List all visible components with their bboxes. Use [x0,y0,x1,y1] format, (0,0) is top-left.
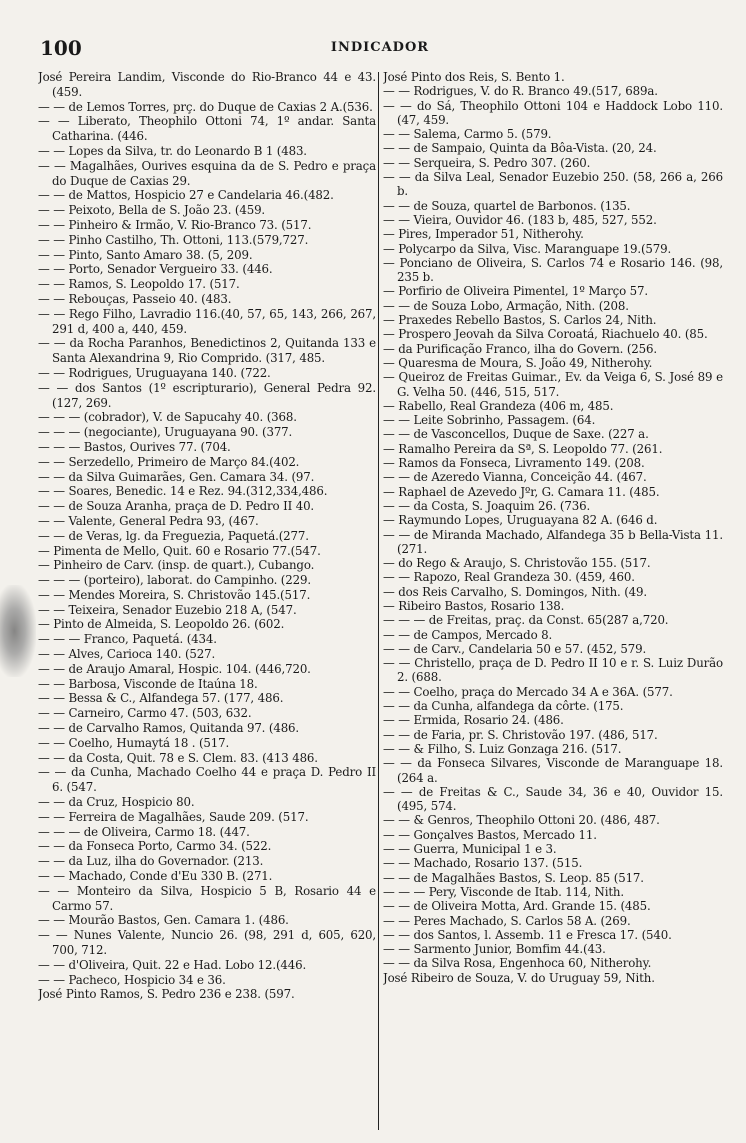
directory-entry: — — de Souza Lobo, Armação, Nith. (208. [383,298,629,313]
directory-entry: — — Ramos, S. Leopoldo 17. (517. [38,277,240,292]
directory-entry: — — Liberato, Theophilo Ottoni 74, 1º andar. Santa Catharina. (446. [38,114,376,144]
directory-entry: — — da Silva Leal, Senador Euzebio 250. (58, 266 a, 266 b. [383,170,723,199]
directory-entry: — — Salema, Carmo 5. (579. [383,127,552,142]
directory-entry: — — Serqueira, S. Pedro 307. (260. [383,155,591,170]
directory-entry: — — de Mattos, Hospicio 27 e Candelaria 46.(482. [38,188,334,203]
directory-entry: — — Valente, General Pedra 93, (467. [38,513,259,528]
directory-entry: — — de Carvalho Ramos, Quitanda 97. (486. [38,721,300,736]
directory-entry: — — da Cruz, Hospicio 80. [38,795,195,810]
directory-entry: — — da Fonseca Porto, Carmo 34. (522. [38,839,272,854]
directory-entry: — — Ferreira de Magalhães, Saude 209. (517. [38,809,309,824]
directory-entry: — — de Carv., Candelaria 50 e 57. (452, 579. [383,641,647,656]
directory-entry: — — Vieira, Ouvidor 46. (183 b, 485, 527, 552. [383,212,657,227]
page-header [40,36,720,60]
directory-entry: — — de Araujo Amaral, Hospic. 104. (446,720. [38,661,311,676]
directory-entry: — — Machado, Rosario 137. (515. [383,856,583,871]
directory-entry: — — Bessa & C., Alfandega 57. (177, 486. [38,691,284,706]
directory-entry: — — Peres Machado, S. Carlos 58 A. (269. [383,913,631,928]
directory-entry: — — de Sampaio, Quinta da Bôa-Vista. (20, 24. [383,141,657,156]
directory-entry: — — Gonçalves Bastos, Mercado 11. [383,827,597,842]
directory-entry: — — Leite Sobrinho, Passagem. (64. [383,413,596,428]
directory-entry: — — Porto, Senador Vergueiro 33. (446. [38,262,273,277]
directory-entry: — — Mendes Moreira, S. Christovão 145.(517. [38,587,311,602]
directory-entry: — — Guerra, Municipal 1 e 3. [383,842,557,857]
directory-entry: — — de Campos, Mercado 8. [383,627,553,642]
directory-entry: — — — (cobrador), V. de Sapucahy 40. (368. [38,410,297,425]
directory-entry: — — dos Santos, l. Assemb. 11 e Fresca 17. (540. [383,927,672,942]
directory-entry: — — & Genros, Theophilo Ottoni 20. (486, 487. [383,813,660,828]
directory-entry: — Raymundo Lopes, Uruguayana 82 A. (646 d. [383,513,658,528]
directory-entry: — — da Costa, Quit. 78 e S. Clem. 83. (413 486. [38,750,318,765]
directory-entry: — — Rodrigues, V. do R. Branco 49.(517, 689a. [383,84,658,99]
directory-entry: — — — Franco, Paquetá. (434. [38,632,217,647]
directory-entry: — — Christello, praça de D. Pedro II 10 e r. S. Luiz Durão 2. (688. [383,656,723,685]
directory-entry: — dos Reis Carvalho, S. Domingos, Nith. (49. [383,584,647,599]
directory-entry: — — da Fonseca Silvares, Visconde de Maranguape 18. (264 a. [383,756,723,785]
directory-entry: — — Sarmento Junior, Bomfim 44.(43. [383,942,606,957]
directory-entry: — do Rego & Araujo, S. Christovão 155. (517. [383,556,651,571]
directory-entry: — — Rapozo, Real Grandeza 30. (459, 460. [383,570,635,585]
directory-entry: — Praxedes Rebello Bastos, S. Carlos 24, Nith. [383,313,657,328]
directory-entry: — — Machado, Conde d'Eu 330 B. (271. [38,869,273,884]
directory-entry: — — de Magalhães Bastos, S. Leop. 85 (517. [383,870,644,885]
directory-entry: — — da Cunha, alfandega da côrte. (175. [383,699,624,714]
directory-entry: — — — de Oliveira, Carmo 18. (447. [38,824,250,839]
directory-entry: — Porfirio de Oliveira Pimentel, 1º Março 57. [383,284,648,299]
directory-entry: — — Pinho Castilho, Th. Ottoni, 113.(579,727. [38,232,309,247]
directory-entry: — — Rego Filho, Lavradio 116.(40, 57, 65, 143, 266, 267, 291 d, 400 a, 440, 459. [38,306,376,336]
directory-entry: — — da Silva Rosa, Engenhoca 60, Nitherohy. [383,956,652,971]
directory-entry: — — — de Freitas, praç. da Const. 65(287 a,720. [383,613,669,628]
directory-entry: — — de Freitas & C., Saude 34, 36 e 40, Ouvidor 15. (495, 574. [383,784,723,814]
column-divider [378,72,379,1130]
directory-entry: — — Serzedello, Primeiro de Março 84.(402. [38,454,300,469]
directory-entry: — — Nunes Valente, Nuncio 26. (98, 291 d, 605, 620, 700, 712. [38,928,376,958]
directory-entry: — Prospero Jeovah da Silva Coroatá, Riachuelo 40. (85. [383,327,708,342]
directory-entry: — — d'Oliveira, Quit. 22 e Had. Lobo 12.(446. [38,957,307,972]
directory-entry: — — de Souza Aranha, praça de D. Pedro II 40. [38,499,315,514]
directory-entry: — — Monteiro da Silva, Hospicio 5 B, Rosario 44 e Carmo 57. [38,883,376,913]
running-title: INDICADOR [330,40,430,55]
directory-entry: José Pereira Landim, Visconde do Rio-Branco 44 e 43. (459. [38,70,376,99]
directory-entry: — — de Miranda Machado, Alfandega 35 b Bella-Vista 11. (271. [383,527,723,556]
directory-entry: — — de Lemos Torres, prç. do Duque de Caxias 2 A.(536. [38,99,373,114]
directory-entry: — — Ermida, Rosario 24. (486. [383,713,564,728]
directory-entry: — — & Filho, S. Luiz Gonzaga 216. (517. [383,741,622,756]
directory-entry: — Polycarpo da Silva, Visc. Maranguape 19.(579. [383,241,672,256]
directory-entry: — — de Veras, lg. da Freguezia, Paquetá.(277. [38,528,309,543]
directory-entry: — — Coelho, praça do Mercado 34 A e 36A. (577. [383,684,673,699]
directory-entry: — — Magalhães, Ourives esquina da de S. Pedro e praça do Duque de Caxias 29. [38,158,376,188]
directory-entry: — — Pacheco, Hospicio 34 e 36. [38,972,226,987]
directory-entry: José Pinto Ramos, S. Pedro 236 e 238. (597. [38,987,295,1002]
right-column [383,70,723,1130]
directory-entry: — — do Sá, Theophilo Ottoni 104 e Haddock Lobo 110. (47, 459. [383,98,723,127]
directory-entry: — — Pinto, Santo Amaro 38. (5, 209. [38,247,253,262]
directory-entry: — — Rebouças, Passeio 40. (483. [38,291,232,306]
directory-entry: — — Carneiro, Carmo 47. (503, 632. [38,706,252,721]
directory-entry: — Pires, Imperador 51, Nitherohy. [383,227,584,242]
directory-entry: — — Rodrigues, Uruguayana 140. (722. [38,365,271,380]
directory-entry: — — — Bastos, Ourives 77. (704. [38,439,231,454]
directory-entry: — Queiroz de Freitas Guimar., Ev. da Veiga 6, S. José 89 e G. Velha 50. (446, 515, 517. [383,370,723,399]
directory-entry: — — Lopes da Silva, tr. do Leonardo B 1 (483. [38,143,307,158]
directory-entry: — — dos Santos (1º escripturario), General Pedra 92. (127, 269. [38,380,376,410]
directory-entry: — — Coelho, Humaytá 18 . (517. [38,735,230,750]
directory-entry: — — — (porteiro), laborat. do Campinho. (229. [38,573,311,588]
directory-entry: — — — (negociante), Uruguayana 90. (377. [38,425,293,440]
directory-entry: — — de Vasconcellos, Duque de Saxe. (227 a. [383,427,649,442]
directory-entry: — — — Pery, Visconde de Itab. 114, Nith. [383,884,624,899]
directory-entry: — — de Souza, quartel de Barbonos. (135. [383,198,631,213]
page-stain [0,585,36,677]
directory-entry: — da Purificação Franco, ilha do Govern. (256. [383,341,657,356]
directory-entry: — — da Luz, ilha do Governador. (213. [38,854,264,869]
directory-entry: — Raphael de Azevedo Jºr, G. Camara 11. (485. [383,484,660,499]
directory-entry: — — Mourão Bastos, Gen. Camara 1. (486. [38,913,289,928]
directory-entry: — Rabello, Real Grandeza (406 m, 485. [383,398,614,413]
directory-entry: — — da Costa, S. Joaquim 26. (736. [383,498,591,513]
directory-entry: — — Soares, Benedic. 14 e Rez. 94.(312,334,486. [38,484,328,499]
page-number: 100 [40,36,82,60]
directory-entry: — — Peixoto, Bella de S. João 23. (459. [38,203,266,218]
directory-entry: — — da Cunha, Machado Coelho 44 e praça D. Pedro II 6. (547. [38,765,376,795]
left-column [38,70,376,1130]
directory-entry: — Quaresma de Moura, S. João 49, Nitherohy. [383,355,653,370]
directory-entry: — — de Azeredo Vianna, Conceição 44. (467. [383,470,647,485]
directory-entry: — — Barbosa, Visconde de Itaúna 18. [38,676,258,691]
directory-entry: — — de Faria, pr. S. Christovão 197. (486, 517. [383,727,658,742]
directory-entry: José Pinto dos Reis, S. Bento 1. [383,70,565,84]
directory-entry: — — Teixeira, Senador Euzebio 218 A, (547. [38,602,297,617]
directory-entry: — Pimenta de Mello, Quit. 60 e Rosario 77.(547. [38,543,321,558]
directory-entry: — — da Rocha Paranhos, Benedictinos 2, Quitanda 133 e Santa Alexandrina 9, Rio Comprido. (317, 485. [38,336,376,366]
directory-entry: — — Alves, Carioca 140. (527. [38,647,216,662]
directory-entry: — Pinheiro de Carv. (insp. de quart.), Cubango. [38,558,315,573]
directory-entry: — Ribeiro Bastos, Rosario 138. [383,598,565,613]
directory-entry: — — da Silva Guimarães, Gen. Camara 34. (97. [38,469,315,484]
directory-entry: — Ponciano de Oliveira, S. Carlos 74 e Rosario 146. (98, 235 b. [383,255,723,285]
directory-entry: — — Pinheiro & Irmão, V. Rio-Branco 73. (517. [38,217,312,232]
directory-entry: — Ramos da Fonseca, Livramento 149. (208. [383,456,645,471]
directory-entry: — Ramalho Pereira da Sª, S. Leopoldo 77. (261. [383,441,663,456]
directory-entry: José Ribeiro de Souza, V. do Uruguay 59, Nith. [383,970,655,985]
directory-entry: — Pinto de Almeida, S. Leopoldo 26. (602. [38,617,285,632]
directory-entry: — — de Oliveira Motta, Ard. Grande 15. (485. [383,899,651,914]
